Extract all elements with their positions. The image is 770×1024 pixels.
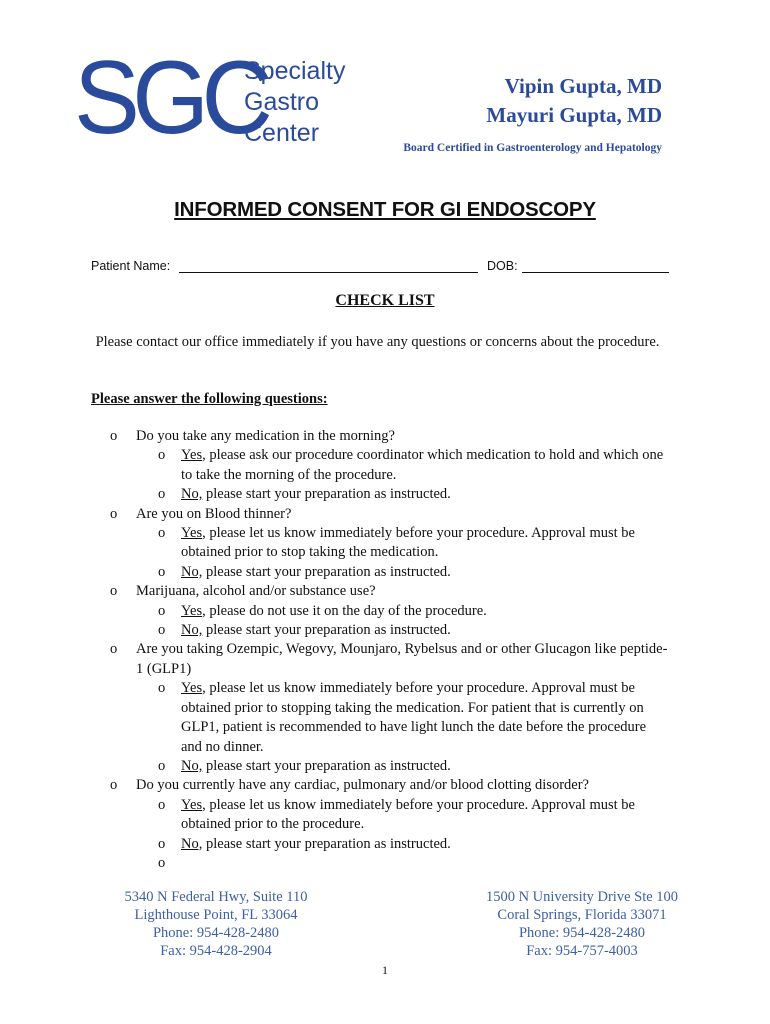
phone-line: Phone: 954-428-2480 bbox=[518, 925, 646, 941]
answer-text: please start your preparation as instructed. bbox=[202, 486, 451, 503]
document-title: INFORMED CONSENT FOR GI ENDOSCOPY bbox=[174, 198, 596, 221]
answer-text: , please let us know immediately before your procedure. Approval must be obtained prior to stopping taking the medication. For patient that is currently on GLP1, patient is recommended to have light lunch the date before the procedure and no dinner. bbox=[181, 680, 647, 755]
answer-text: , please let us know immediately before your procedure. Approval must be obtained prior to the procedure. bbox=[181, 796, 635, 833]
checkbox-bullet[interactable]: o bbox=[158, 835, 166, 852]
checkbox-bullet[interactable]: o bbox=[110, 641, 118, 658]
answer-key: Yes bbox=[181, 602, 203, 619]
question-text: Do you take any medication in the morning? bbox=[136, 428, 395, 444]
patient-name-field[interactable] bbox=[179, 272, 478, 273]
address-line: Lighthouse Point, FL 33064 bbox=[134, 907, 298, 923]
checkbox-bullet[interactable]: o bbox=[158, 486, 166, 503]
logo-word: Specialty bbox=[244, 57, 346, 85]
answer-key: Yes bbox=[181, 796, 203, 813]
answer-option bbox=[158, 446, 670, 485]
question-item bbox=[110, 640, 670, 776]
intro-paragraph: Please contact our office immediately if you have any questions or concerns about the procedure. bbox=[95, 334, 660, 350]
question-text: Do you currently have any cardiac, pulmonary and/or blood clotting disorder? bbox=[136, 777, 589, 794]
checkbox-bullet[interactable]: o bbox=[110, 777, 118, 794]
answer-key: Yes bbox=[181, 680, 203, 697]
answer-option bbox=[158, 621, 670, 640]
answer-list bbox=[158, 524, 670, 582]
checkbox-bullet[interactable]: o bbox=[158, 680, 166, 697]
checkbox-bullet[interactable]: o bbox=[158, 796, 166, 813]
question-item bbox=[110, 582, 670, 640]
answer-text: please start your preparation as instructed. bbox=[202, 835, 451, 852]
answer-option bbox=[158, 602, 670, 621]
answer-option bbox=[158, 835, 670, 854]
answer-key: No, bbox=[181, 622, 203, 639]
question-text: Marijuana, alcohol and/or substance use? bbox=[136, 583, 376, 600]
answer-text: please start your preparation as instructed. bbox=[202, 563, 451, 580]
logo-letters: SGC bbox=[74, 40, 266, 156]
answer-option bbox=[158, 524, 670, 563]
logo-word: Gastro bbox=[244, 88, 320, 116]
fax-line: Fax: 954-757-4003 bbox=[526, 943, 638, 959]
checkbox-bullet[interactable]: o bbox=[110, 583, 118, 600]
address-line: Coral Springs, Florida 33071 bbox=[497, 907, 667, 923]
answer-option bbox=[158, 679, 670, 757]
answer-key: No, bbox=[181, 486, 203, 503]
answer-list bbox=[158, 679, 670, 776]
answer-option bbox=[158, 757, 670, 776]
board-certification: Board Certified in Gastroenterology and Hepatology bbox=[403, 142, 662, 154]
question-text: Are you on Blood thinner? bbox=[136, 505, 292, 522]
patient-name-label: Patient Name: bbox=[91, 259, 171, 273]
doctors-block bbox=[403, 72, 662, 154]
answer-key: No, bbox=[181, 757, 203, 774]
checkbox-bullet[interactable]: o bbox=[158, 525, 166, 542]
question-item bbox=[110, 505, 670, 583]
checkbox-bullet[interactable]: o bbox=[158, 602, 166, 619]
question-item bbox=[110, 776, 670, 871]
checkbox-bullet[interactable]: o bbox=[110, 505, 118, 522]
answer-text: , please ask our procedure coordinator which medication to hold and which one to take the morning of the procedure. bbox=[181, 447, 664, 483]
patient-info-row bbox=[91, 259, 671, 277]
checkbox-bullet[interactable]: o bbox=[158, 757, 166, 774]
answer-list bbox=[158, 796, 670, 871]
fax-line: Fax: 954-428-2904 bbox=[160, 943, 272, 959]
answer-key: Yes bbox=[181, 447, 203, 464]
logo-word: Center bbox=[244, 119, 320, 147]
question-item bbox=[110, 427, 670, 505]
logo-words bbox=[244, 56, 345, 149]
checkbox-bullet[interactable]: o bbox=[158, 447, 166, 464]
answer-key: No, bbox=[181, 563, 203, 580]
dob-label: DOB: bbox=[487, 259, 518, 273]
address-line: 1500 N University Drive Ste 100 bbox=[485, 889, 679, 905]
phone-line: Phone: 954-428-2480 bbox=[152, 925, 280, 941]
address-line: 5340 N Federal Hwy, Suite 110 bbox=[124, 889, 308, 905]
answer-option bbox=[158, 485, 670, 504]
checkbox-bullet[interactable]: o bbox=[110, 428, 118, 444]
answer-key: Yes bbox=[181, 525, 203, 542]
instruction-heading: Please answer the following questions: bbox=[91, 391, 328, 407]
checkbox-bullet[interactable]: o bbox=[158, 563, 166, 580]
answer-list bbox=[158, 602, 670, 641]
dob-field[interactable] bbox=[522, 272, 669, 273]
question-list bbox=[110, 427, 670, 871]
answer-text: , please let us know immediately before your procedure. Approval must be obtained prior to stop taking the medication. bbox=[181, 525, 635, 561]
answer-text: please start your preparation as instructed. bbox=[202, 757, 451, 774]
answer-list bbox=[158, 446, 670, 504]
footer-address-left bbox=[106, 888, 326, 960]
question-text: Are you taking Ozempic, Wegovy, Mounjaro, Rybelsus and or other Glucagon like peptide-1 (GLP1) bbox=[136, 641, 668, 677]
sgc-logo bbox=[74, 40, 364, 156]
answer-option bbox=[158, 796, 670, 835]
footer-address-right bbox=[462, 888, 702, 960]
doctor-name: Mayuri Gupta, MD bbox=[486, 103, 662, 127]
answer-text: please start your preparation as instructed. bbox=[202, 622, 451, 639]
checkbox-bullet[interactable]: o bbox=[158, 854, 166, 871]
doctor-name: Vipin Gupta, MD bbox=[504, 74, 662, 98]
page-number: 1 bbox=[382, 963, 388, 977]
checklist-heading: CHECK LIST bbox=[335, 292, 435, 309]
checkbox-bullet[interactable]: o bbox=[158, 622, 166, 639]
answer-text: , please do not use it on the day of the procedure. bbox=[202, 602, 487, 619]
answer-key: No, bbox=[181, 835, 203, 852]
answer-option bbox=[158, 563, 670, 582]
